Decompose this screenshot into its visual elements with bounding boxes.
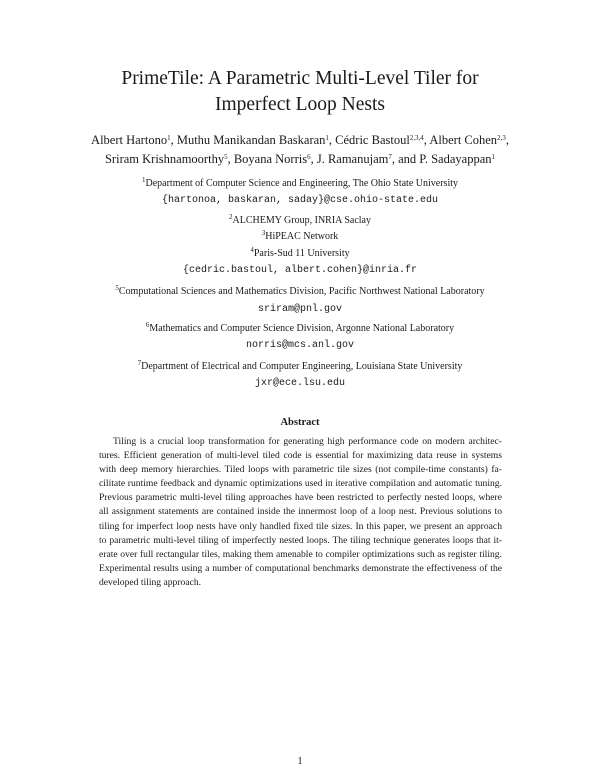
abstract-body <box>99 435 502 590</box>
affiliation-mark: 7 <box>137 359 142 367</box>
author-name: Boyana Norris <box>233 152 308 166</box>
email-inria: {cedric.bastoul, albert.cohen}@inria.fr <box>182 265 418 276</box>
author-list-line-2: Sriram Krishnamoorthy$^5$, Boyana Norris$^6$, J. Ramanujam$^7$, and P. Sadayappan$^1$ <box>104 152 495 166</box>
affiliation-osu: $^1$Department of Computer Science and Engineering, The Ohio State University <box>141 176 458 189</box>
affiliation-lsu: $^7$Department of Electrical and Computer Engineering, Louisiana State University <box>137 359 463 372</box>
author-name: Sriram Krishnamoorthy <box>104 152 225 166</box>
email-pnnl: sriram@pnl.gov <box>257 304 342 315</box>
paper-title-line-2: Imperfect Loop Nests <box>214 94 386 115</box>
author-affil-mark: 5 <box>224 153 228 161</box>
abstract-line: all assignment statements are contained inside the innermost loop of a loop nest. Previous solutions to <box>99 506 502 518</box>
paper-title-line-1: PrimeTile: A Parametric Multi-Level Tiler for <box>121 68 479 89</box>
author-name: J. Ramanujam <box>316 152 389 166</box>
author-name: Albert Hartono <box>91 133 168 147</box>
affiliation-inria: $^2$ALCHEMY Group, INRIA Saclay <box>228 213 371 226</box>
abstract-line: with deep memory hierarchies. Tiled loops with parametric tile sizes (not compile-time constants) fa- <box>99 464 502 476</box>
abstract-line: Tiling is a crucial loop transformation for generating high performance code on modern architec- <box>113 436 502 447</box>
abstract-line: tures. Efficient generation of multi-level tiled code is essential for maximizing data reuse in systems <box>99 450 502 462</box>
affiliation-paris: $^4$Paris-Sud 11 University <box>250 246 350 259</box>
author-affil-mark: 1 <box>491 153 495 161</box>
author-name: Muthu Manikandan Baskaran <box>176 133 326 147</box>
author-name: Cédric Bastoul <box>335 133 410 147</box>
abstract-line: cilitate runtime feedback and dynamic optimizations used in iterative compilation and automatic tuning. <box>99 478 502 490</box>
affiliation-mark: 5 <box>115 284 119 292</box>
author-affil-mark: 6 <box>307 153 311 161</box>
affiliation-hipeac: $^3$HiPEAC Network <box>261 229 339 242</box>
abstract-line: tiling for imperfect loop nests have only handled fixed tile sizes. In this paper, we present an approach <box>99 520 502 532</box>
author-affil-mark: 7 <box>388 153 392 161</box>
email-anl: norris@mcs.anl.gov <box>245 340 355 351</box>
author-affil-mark: 1 <box>325 134 329 142</box>
email-lsu: jxr@ece.lsu.edu <box>254 378 345 389</box>
affiliation-mark: 1 <box>141 176 146 184</box>
affiliation-mark: 3 <box>261 229 266 237</box>
abstract-line: developed tiling approach. <box>99 576 202 588</box>
author-affil-mark: 1 <box>167 134 171 142</box>
affiliation-mark: 4 <box>250 246 254 254</box>
affiliation-anl: $^6$Mathematics and Computer Science Division, Argonne National Laboratory <box>145 321 455 334</box>
affiliation-pnnl: $^5$Computational Sciences and Mathematics Division, Pacific Northwest National Laboratory <box>115 284 485 297</box>
affiliation-mark: 2 <box>228 213 233 221</box>
author-list-line-1: Albert Hartono$^1$, Muthu Manikandan Baskaran$^1$, Cédric Bastoul$^{2,3,4}$, Albert Cohen$^{2,3}$, <box>91 133 509 147</box>
affiliation-mark: 6 <box>145 321 150 329</box>
abstract-line: erate over full rectangular tiles, making them amenable to compiler optimizations such as register tiling. <box>99 548 502 560</box>
author-name: P. Sadayappan <box>419 152 492 166</box>
abstract-line: Previous parametric multi-level tiling approaches have been restricted to perfectly nested loops, where <box>99 492 502 504</box>
email-osu: {hartonoa, baskaran, saday}@cse.ohio-state.edu <box>161 195 439 206</box>
abstract-heading: Abstract <box>280 417 320 428</box>
author-name: Albert Cohen <box>429 133 498 147</box>
abstract-line: to parametric multi-level tiling of imperfectly nested loops. The tiling technique generates loops that it- <box>99 534 502 546</box>
author-affil-mark: 2,3,4 <box>409 134 424 142</box>
abstract-line: Experimental results using a number of computational benchmarks demonstrate the effectiveness of the <box>99 562 502 574</box>
page-number: 1 <box>297 756 303 767</box>
author-affil-mark: 2,3 <box>497 134 506 142</box>
